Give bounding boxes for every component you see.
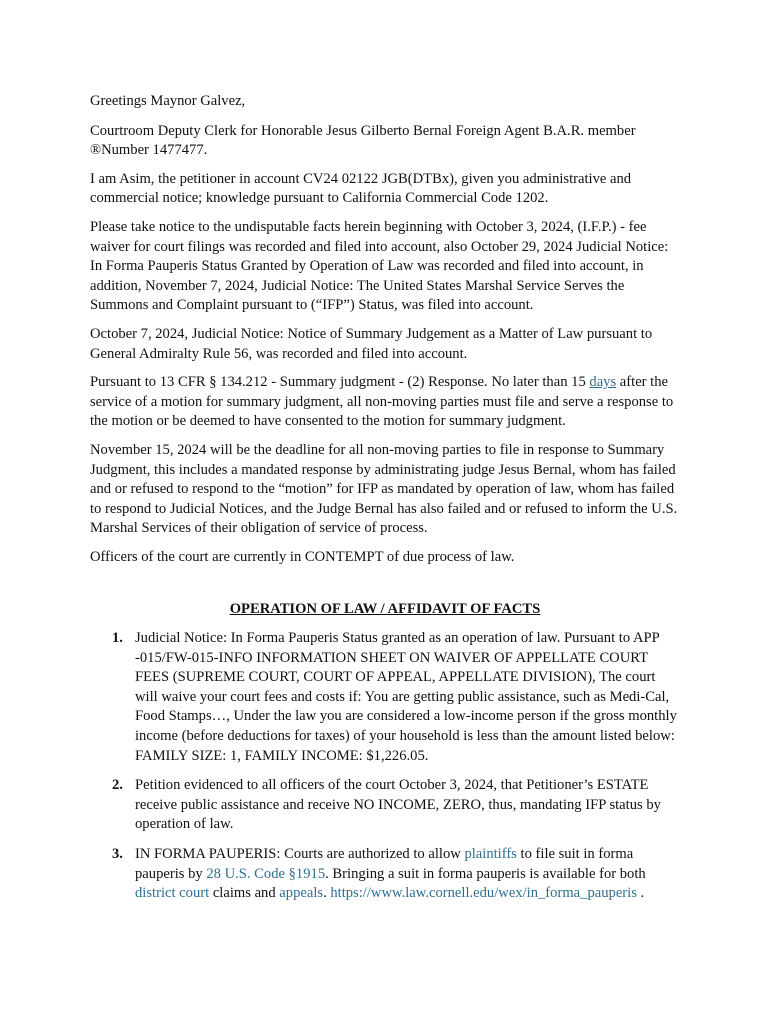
affidavit-item-2 bbox=[90, 776, 680, 835]
days-link[interactable]: days bbox=[589, 374, 617, 391]
paragraph-summary-judgement: October 7, 2024, Judicial Notice: Notice of Summary Judgement as a Matter of Law pursuant to General Admiralty Rule 56, was recorded and filed into account. bbox=[90, 325, 653, 362]
cfr-text-end: after the service of a motion for summary judgment, all non-moving parties must file and serve a response to the motion or be deemed to have consented to the motion for summary judgment. bbox=[90, 374, 674, 430]
item-text-1: IN FORMA PAUPERIS: Courts are authorized to allow bbox=[135, 846, 465, 862]
appeals-link[interactable]: appeals bbox=[279, 885, 324, 902]
paragraph-deadline: November 15, 2024 will be the deadline for all non-moving parties to file in response to Summary Judgment, this includes a mandated response by administrating judge Jesus Bernal, whom has failed and or refused to respond to the “motion” for IFP as mandated by operation of law, whom has failed to respond to Judicial Notices, and the Judge Bernal has also failed and or refused to inform the U.S. Marshal Services of their obligation of service of process. bbox=[90, 441, 678, 537]
greeting: Greetings Maynor Galvez, bbox=[90, 93, 246, 109]
affidavit-item-1 bbox=[90, 629, 680, 766]
item-text-6: . bbox=[636, 885, 645, 902]
item-number: 3. bbox=[112, 846, 123, 862]
item-text-3: . Bringing a suit in forma pauperis is available for both bbox=[325, 865, 646, 882]
letter-page bbox=[90, 92, 680, 914]
paragraph-notice: Please take notice to the undisputable facts herein beginning with October 3, 2024, (I.F.P.) - fee waiver for court filings was recorded and filed into account, also October 29, 2024 Judicial Notice: In Forma Pauperis Status Granted by Operation of Law was recorded and filed into account, in addition, November 7, 2024, Judicial Notice: The United States Marshal Service Serves the Summons and Complaint pursuant to (“IFP”) Status, was filed into account. bbox=[90, 218, 669, 314]
item-text-5: . bbox=[323, 885, 331, 902]
paragraph-contempt: Officers of the court are currently in CONTEMPT of due process of law. bbox=[90, 548, 515, 565]
paragraph-clerk: Courtroom Deputy Clerk for Honorable Jesus Gilberto Bernal Foreign Agent B.A.R. member ®Number 1477477. bbox=[90, 122, 636, 159]
paragraph-cfr bbox=[90, 373, 680, 432]
item-number: 2. bbox=[112, 777, 123, 794]
item-text-2: to file suit in forma pauperis by bbox=[135, 846, 634, 882]
plaintiffs-link[interactable]: plaintiffs bbox=[464, 846, 517, 862]
paragraph-petitioner: I am Asim, the petitioner in account CV24 02122 JGB(DTBx), given you administrative and commercial notice; knowledge pursuant to California Commercial Code 1202. bbox=[90, 170, 632, 207]
affidavit-heading: OPERATION OF LAW / AFFIDAVIT OF FACTS bbox=[229, 601, 541, 618]
cfr-text-start: Pursuant to 13 CFR § 134.212 - Summary judgment - (2) Response. No later than 15 bbox=[90, 374, 590, 391]
item-number: 1. bbox=[112, 630, 123, 647]
affidavit-list bbox=[90, 629, 680, 904]
district-court-link[interactable]: district court bbox=[135, 885, 210, 902]
cornell-url-link[interactable]: https://www.law.cornell.edu/wex/in_forma_pauperis bbox=[330, 885, 637, 902]
item-text: Judicial Notice: In Forma Pauperis Status granted as an operation of law. Pursuant to APP -015/FW-015-INFO INFORMATION SHEET ON WAIVER OF APPELLATE COURT FEES (SUPREME COURT, COURT OF APPEAL, APPELLATE DIVISION), The court will waive your court fees and costs if: You are getting public assistance, such as Medi-Cal, Food Stamps…, Under the law you are considered a low-income person if the gross monthly income (before deductions for taxes) of your household is less than the amount listed below: FAMILY SIZE: 1, FAMILY INCOME: $1,226.05. bbox=[135, 630, 677, 764]
item-text-4: claims and bbox=[209, 885, 280, 902]
us-code-link[interactable]: 28 U.S. Code §1915 bbox=[206, 865, 326, 882]
affidavit-item-3 bbox=[90, 845, 680, 904]
item-text: Petition evidenced to all officers of the court October 3, 2024, that Petitioner’s ESTATE receive public assistance and receive NO INCOME, ZERO, thus, mandating IFP status by operation of law. bbox=[135, 777, 661, 833]
